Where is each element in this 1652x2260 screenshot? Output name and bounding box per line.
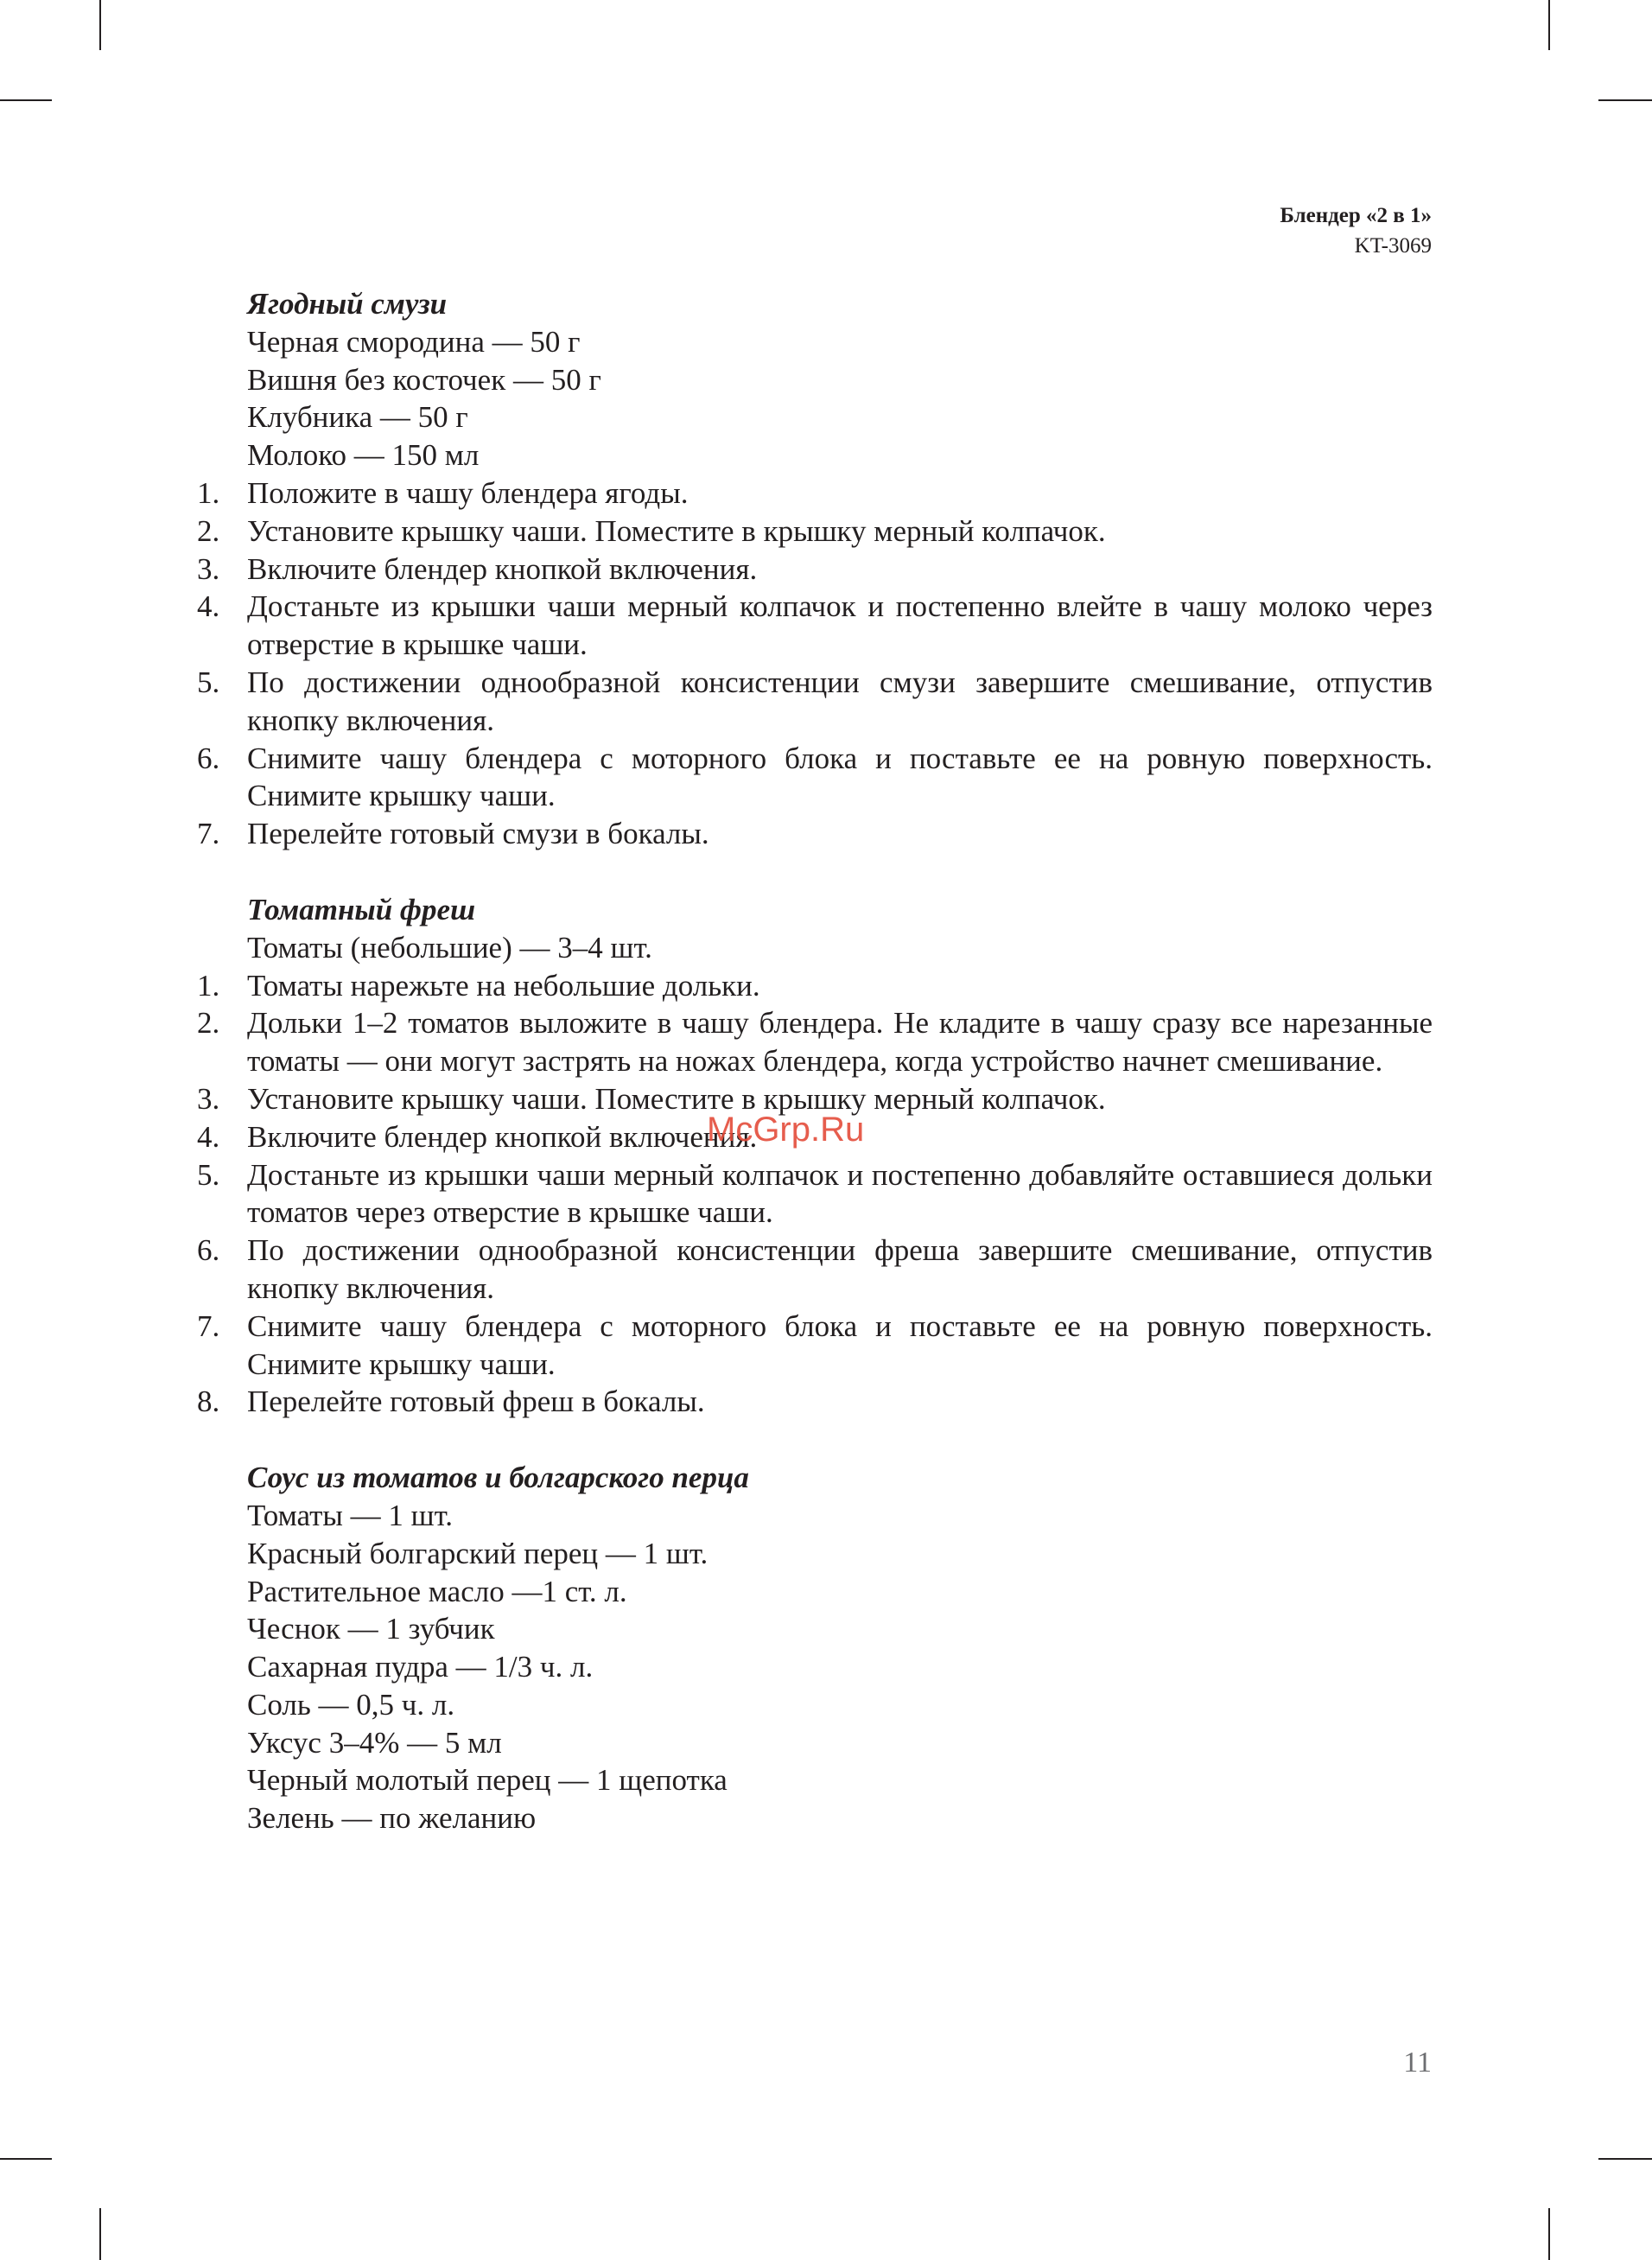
ingredient: Вишня без косточек — 50 г xyxy=(247,362,601,397)
step-item xyxy=(190,588,1433,664)
recipe-tomato-pepper-sauce xyxy=(190,1459,1433,1837)
step-list xyxy=(190,967,1433,1422)
step-number: 8. xyxy=(197,1385,220,1419)
ingredient: Растительное масло —1 ст. л. xyxy=(247,1574,627,1608)
recipe-title: Ягодный смузи xyxy=(247,287,448,321)
ingredient: Зелень — по желанию xyxy=(247,1801,537,1836)
step-number: 3. xyxy=(197,551,220,586)
step-number: 7. xyxy=(197,1308,220,1343)
step-item xyxy=(190,1232,1433,1308)
step-number: 1. xyxy=(197,968,220,1003)
model-number: KT-3069 xyxy=(1354,234,1432,258)
step-list xyxy=(190,474,1433,853)
running-header xyxy=(1280,201,1432,261)
ingredient: Красный болгарский перец — 1 шт. xyxy=(247,1536,708,1570)
step-text: Установите крышку чаши. Поместите в крышку мерный колпачок. xyxy=(247,513,1106,548)
step-item xyxy=(190,740,1433,816)
step-text: Перелейте готовый смузи в бокалы. xyxy=(247,817,709,851)
step-item xyxy=(190,474,1433,512)
step-item xyxy=(190,1156,1433,1232)
step-text: Перелейте готовый фреш в бокалы. xyxy=(247,1385,705,1419)
crop-mark-bottom-right xyxy=(1548,2208,1550,2260)
crop-mark-bottom-left xyxy=(99,2208,101,2260)
recipe-title: Томатный фреш xyxy=(247,892,476,926)
ingredient: Томаты — 1 шт. xyxy=(247,1498,454,1532)
ingredient: Клубника — 50 г xyxy=(247,400,468,435)
recipe-tomato-fresh xyxy=(190,891,1433,1421)
recipe-title: Соус из томатов и болгарского перца xyxy=(247,1461,749,1495)
step-item xyxy=(190,664,1433,740)
ingredient: Черный молотый перец — 1 щепотка xyxy=(247,1763,728,1798)
crop-mark-left-bottom xyxy=(0,2158,52,2160)
step-number: 3. xyxy=(197,1081,220,1116)
step-item xyxy=(190,967,1433,1005)
step-number: 4. xyxy=(197,589,220,624)
step-text: Снимите чашу блендера с моторного блока и поставьте ее на ровную поверхность. Снимите крышку чаши. xyxy=(247,741,1433,813)
recipe-berry-smoothie xyxy=(190,285,1433,853)
step-number: 5. xyxy=(197,1157,220,1192)
step-text: Включите блендер кнопкой включения. xyxy=(247,551,758,586)
step-text: По достижении однообразной консистенции фреша завершите смешивание, отпустив кнопку включения. xyxy=(247,1233,1433,1305)
crop-mark-top-left xyxy=(99,0,101,50)
step-number: 2. xyxy=(197,1006,220,1041)
step-number: 5. xyxy=(197,665,220,699)
step-text: Установите крышку чаши. Поместите в крышку мерный колпачок. xyxy=(247,1081,1106,1116)
step-text: По достижении однообразной консистенции смузи завершите смешивание, отпустив кнопку включения. xyxy=(247,665,1433,737)
step-item xyxy=(190,1004,1433,1080)
step-item xyxy=(190,1308,1433,1384)
step-text: Томаты нарежьте на небольшие дольки. xyxy=(247,968,760,1003)
watermark-text: McGrp.Ru xyxy=(707,1111,865,1149)
recipe-content xyxy=(190,285,1433,1875)
product-name: Блендер «2 в 1» xyxy=(1280,204,1432,227)
ingredient: Чеснок — 1 зубчик xyxy=(247,1612,495,1646)
step-number: 6. xyxy=(197,741,220,775)
ingredient: Томаты (небольшие) — 3–4 шт. xyxy=(247,930,652,964)
step-item xyxy=(190,1383,1433,1421)
page-number: 11 xyxy=(1403,2047,1432,2079)
ingredient: Соль — 0,5 ч. л. xyxy=(247,1687,455,1722)
step-number: 2. xyxy=(197,513,220,548)
step-item xyxy=(190,551,1433,589)
step-text: Положите в чашу блендера ягоды. xyxy=(247,475,689,510)
step-number: 1. xyxy=(197,475,220,510)
step-number: 7. xyxy=(197,817,220,851)
crop-mark-top-right xyxy=(1548,0,1550,50)
ingredient: Молоко — 150 мл xyxy=(247,438,480,473)
ingredient: Черная смородина — 50 г xyxy=(247,324,581,359)
step-text: Дольки 1–2 томатов выложите в чашу блендера. Не кладите в чашу сразу все нарезанные томаты — они могут застрять на ножах блендера, когда устройство начнет смешивание. xyxy=(247,1006,1433,1079)
crop-mark-left-top xyxy=(0,99,52,101)
ingredient: Уксус 3–4% — 5 мл xyxy=(247,1725,502,1760)
step-text: Достаньте из крышки чаши мерный колпачок и постепенно влейте в чашу молоко через отверстие в крышке чаши. xyxy=(247,589,1433,662)
crop-mark-right-top xyxy=(1598,99,1652,101)
step-item xyxy=(190,512,1433,551)
step-text: Включите блендер кнопкой включения. xyxy=(247,1119,758,1154)
step-number: 6. xyxy=(197,1233,220,1268)
step-text: Снимите чашу блендера с моторного блока и поставьте ее на ровную поверхность. Снимите крышку чаши. xyxy=(247,1308,1433,1381)
step-item xyxy=(190,815,1433,853)
step-number: 4. xyxy=(197,1119,220,1154)
ingredient: Сахарная пудра — 1/3 ч. л. xyxy=(247,1650,594,1684)
step-text: Достаньте из крышки чаши мерный колпачок и постепенно добавляйте оставшиеся дольки томатов через отверстие в крышке чаши. xyxy=(247,1157,1433,1230)
crop-mark-right-bottom xyxy=(1598,2158,1652,2160)
